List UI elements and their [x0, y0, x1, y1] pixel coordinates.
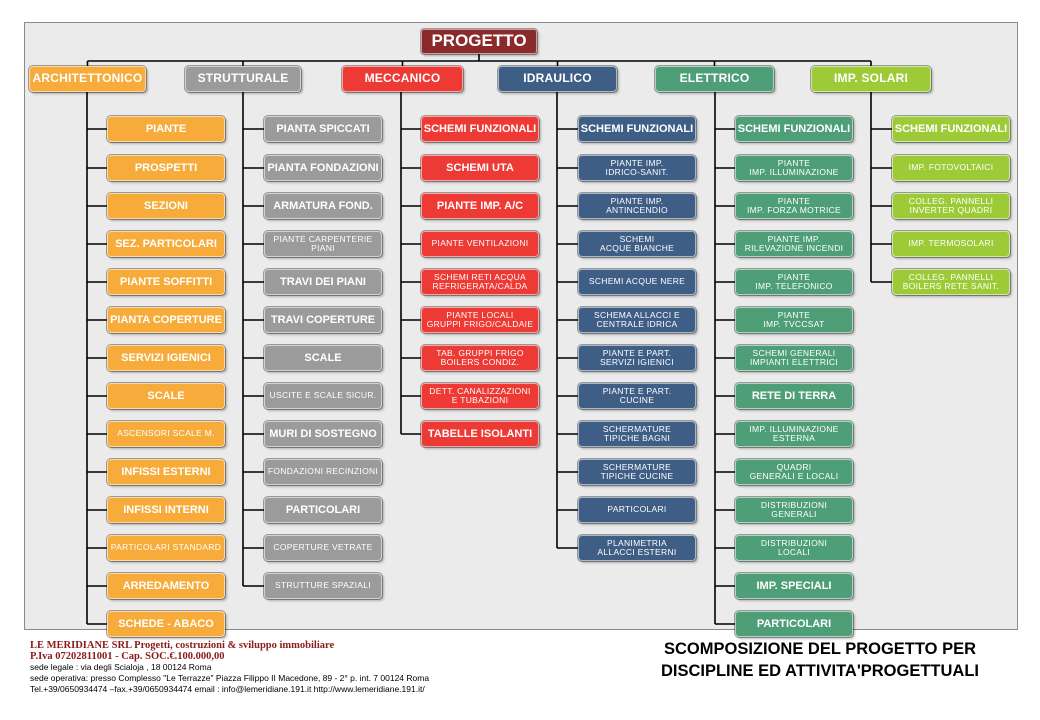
activity-node-mecc-1: SCHEMI UTA [421, 155, 539, 181]
activity-node-elet-9: QUADRI GENERALI E LOCALI [735, 459, 853, 485]
operational-office: sede operativa: presso Complesso "Le Terrazze" Piazza Filippo II Macedone, 89 - 2° p. int. 7 00124 Roma [30, 673, 430, 683]
activity-node-arch-5: PIANTA COPERTURE [107, 307, 225, 333]
activity-node-strut-12: STRUTTURE SPAZIALI [264, 573, 382, 599]
activity-node-arch-12: ARREDAMENTO [107, 573, 225, 599]
activity-node-strut-1: PIANTA FONDAZIONI [264, 155, 382, 181]
activity-node-strut-5: TRAVI COPERTURE [264, 307, 382, 333]
activity-node-idra-1: PIANTE IMP. IDRICO-SANIT. [578, 155, 696, 181]
activity-node-elet-4: PIANTE IMP. TELEFONICO [735, 269, 853, 295]
activity-node-sol-4: COLLEG. PANNELLI BOILERS RETE SANIT. [892, 269, 1010, 295]
document-title [630, 638, 1010, 682]
activity-node-arch-0: PIANTE [107, 116, 225, 142]
activity-node-idra-3: SCHEMI ACQUE BIANCHE [578, 231, 696, 257]
activity-node-sol-1: IMP. FOTOVOLTAICI [892, 155, 1010, 181]
activity-node-arch-4: PIANTE SOFFITTI [107, 269, 225, 295]
discipline-header-sol: IMP. SOLARI [811, 66, 931, 92]
activity-node-elet-1: PIANTE IMP. ILLUMINAZIONE [735, 155, 853, 181]
activity-node-strut-3: PIANTE CARPENTERIE PIANI [264, 231, 382, 257]
activity-node-strut-4: TRAVI DEI PIANI [264, 269, 382, 295]
activity-node-strut-0: PIANTA SPICCATI [264, 116, 382, 142]
activity-node-arch-2: SEZIONI [107, 193, 225, 219]
activity-node-elet-6: SCHEMI GENERALI IMPIANTI ELETTRICI [735, 345, 853, 371]
activity-node-arch-11: PARTICOLARI STANDARD [107, 535, 225, 561]
company-name: LE MERIDIANE SRL Progetti, costruzioni & sviluppo immobiliare [30, 640, 335, 651]
discipline-header-strut: STRUTTURALE [185, 66, 301, 92]
activity-node-sol-3: IMP. TERMOSOLARI [892, 231, 1010, 257]
activity-node-mecc-3: PIANTE VENTILAZIONI [421, 231, 539, 257]
activity-node-strut-6: SCALE [264, 345, 382, 371]
activity-node-idra-2: PIANTE IMP. ANTINCENDIO [578, 193, 696, 219]
activity-node-idra-11: PLANIMETRIA ALLACCI ESTERNI [578, 535, 696, 561]
discipline-header-idra: IDRAULICO [498, 66, 617, 92]
activity-node-arch-13: SCHEDE - ABACO [107, 611, 225, 637]
company-vat: P.Iva 07202811001 - Cap. SOC.€.100.000,00 [30, 651, 225, 662]
activity-node-idra-7: PIANTE E PART. CUCINE [578, 383, 696, 409]
activity-node-strut-9: FONDAZIONI RECINZIONI [264, 459, 382, 485]
activity-node-strut-7: USCITE E SCALE SICUR. [264, 383, 382, 409]
activity-node-arch-7: SCALE [107, 383, 225, 409]
activity-node-mecc-7: DETT. CANALIZZAZIONI E TUBAZIONI [421, 383, 539, 409]
activity-node-mecc-4: SCHEMI RETI ACQUA REFRIGERATA/CALDA [421, 269, 539, 295]
activity-node-idra-4: SCHEMI ACQUE NERE [578, 269, 696, 295]
activity-node-strut-11: COPERTURE VETRATE [264, 535, 382, 561]
activity-node-arch-9: INFISSI ESTERNI [107, 459, 225, 485]
activity-node-strut-2: ARMATURA FOND. [264, 193, 382, 219]
activity-node-elet-2: PIANTE IMP. FORZA MOTRICE [735, 193, 853, 219]
activity-node-arch-8: ASCENSORI SCALE M. [107, 421, 225, 447]
activity-node-elet-5: PIANTE IMP. TVCCSAT [735, 307, 853, 333]
activity-node-elet-7: RETE DI TERRA [735, 383, 853, 409]
activity-node-strut-10: PARTICOLARI [264, 497, 382, 523]
activity-node-elet-8: IMP. ILLUMINAZIONE ESTERNA [735, 421, 853, 447]
activity-node-elet-11: DISTRIBUZIONI LOCALI [735, 535, 853, 561]
activity-node-mecc-5: PIANTE LOCALI GRUPPI FRIGO/CALDAIE [421, 307, 539, 333]
activity-node-arch-1: PROSPETTI [107, 155, 225, 181]
document-title-line-2: DISCIPLINE ED ATTIVITA'PROGETTUALI [660, 662, 980, 680]
activity-node-arch-10: INFISSI INTERNI [107, 497, 225, 523]
activity-node-mecc-0: SCHEMI FUNZIONALI [421, 116, 539, 142]
activity-node-arch-3: SEZ. PARTICOLARI [107, 231, 225, 257]
activity-node-elet-10: DISTRIBUZIONI GENERALI [735, 497, 853, 523]
discipline-header-arch: ARCHITETTONICO [29, 66, 146, 92]
activity-node-sol-0: SCHEMI FUNZIONALI [892, 116, 1010, 142]
activity-node-mecc-8: TABELLE ISOLANTI [421, 421, 539, 447]
activity-node-idra-6: PIANTE E PART. SERVIZI IGIENICI [578, 345, 696, 371]
contacts: Tel.+39/0650934474 –fax.+39/0650934474 email : info@lemeridiane.191.it http://www.lemeridiane.191.it/ [30, 684, 425, 694]
activity-node-mecc-6: TAB. GRUPPI FRIGO BOILERS CONDIZ. [421, 345, 539, 371]
root-node-progetto: PROGETTO [421, 29, 537, 54]
discipline-header-elet: ELETTRICO [655, 66, 774, 92]
activity-node-elet-3: PIANTE IMP. RILEVAZIONE INCENDI [735, 231, 853, 257]
discipline-header-mecc: MECCANICO [342, 66, 463, 92]
registered-office: sede legale : via degli Scialoja , 18 00124 Roma [30, 662, 212, 672]
activity-node-mecc-2: PIANTE IMP. A/C [421, 193, 539, 219]
activity-node-elet-0: SCHEMI FUNZIONALI [735, 116, 853, 142]
activity-node-idra-5: SCHEMA ALLACCI E CENTRALE IDRICA [578, 307, 696, 333]
document-title-line-1: SCOMPOSIZIONE DEL PROGETTO PER [663, 640, 977, 658]
activity-node-arch-6: SERVIZI IGIENICI [107, 345, 225, 371]
company-info [30, 640, 590, 695]
activity-node-idra-10: PARTICOLARI [578, 497, 696, 523]
activity-node-strut-8: MURI DI SOSTEGNO [264, 421, 382, 447]
activity-node-sol-2: COLLEG. PANNELLI INVERTER QUADRI [892, 193, 1010, 219]
activity-node-idra-9: SCHERMATURE TIPICHE CUCINE [578, 459, 696, 485]
activity-node-idra-0: SCHEMI FUNZIONALI [578, 116, 696, 142]
activity-node-elet-12: IMP. SPECIALI [735, 573, 853, 599]
activity-node-elet-13: PARTICOLARI [735, 611, 853, 637]
activity-node-idra-8: SCHERMATURE TIPICHE BAGNI [578, 421, 696, 447]
